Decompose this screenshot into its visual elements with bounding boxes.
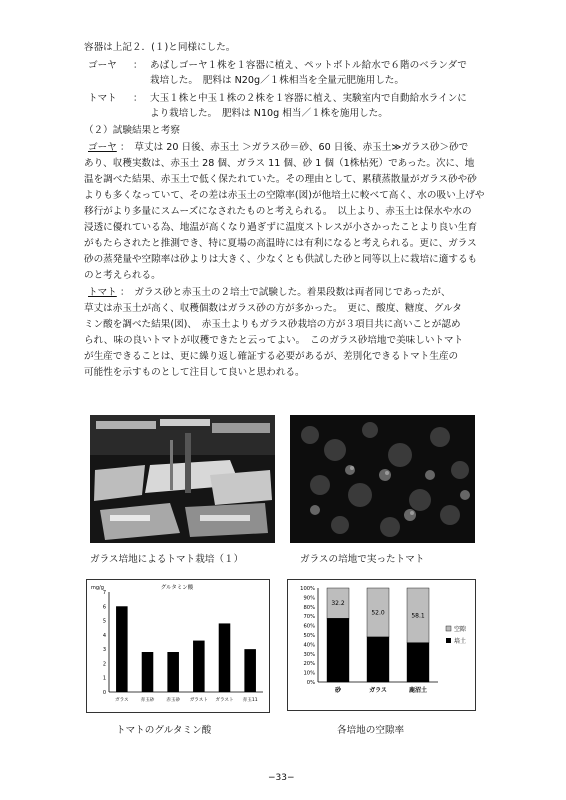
goya-colon: ：: [133, 60, 143, 71]
y-tick-label: 30%: [303, 651, 315, 658]
bar-segment-培土: [407, 643, 429, 682]
goya-label: ゴーヤ: [88, 60, 117, 71]
x-tick-label: 赤玉砂: [140, 698, 155, 703]
x-tick-label: ガラス: [115, 698, 129, 703]
data-label: 58.1: [411, 612, 425, 620]
y-tick-label: 100%: [300, 586, 315, 592]
tomato-result-first: ： ガラス砂と赤玉土の２培土で試験した。着果段数は両者同じであったが、: [120, 287, 451, 298]
y-tick-label: 0%: [306, 680, 315, 686]
goya-result-line: がもたらされたと推測でき、特に夏場の高温時には有利になると考えられる。更に、ガラス: [84, 238, 477, 249]
porosity-chart-svg: [288, 580, 475, 710]
tomato-line-2: より栽培した。 肥料は N10g 相当／１株を施用した。: [150, 108, 388, 119]
bar: [116, 606, 128, 692]
y-tick-label: 10%: [303, 670, 315, 677]
photo-1-caption: ガラス培地によるトマト栽培（１）: [90, 554, 244, 565]
y-tick-label: 90%: [303, 595, 315, 602]
tomato-result-line: が生産できることは、更に繰り返し確証する必要があるが、差別化できるトマト生産の: [84, 351, 459, 362]
goya-result-line: あり、収穫実数は、赤玉土 28 個、ガラス 11 個、砂 1 個（1株枯死）であった。次に、地: [84, 158, 475, 169]
tomato-result-label: トマト: [88, 287, 117, 298]
goya-line-2: 栽培した。 肥料は N20g／１株相当を全量元肥施用した。: [150, 75, 404, 86]
y-tick-label: 2: [102, 661, 106, 668]
tomato-label: トマト: [88, 93, 117, 104]
x-tick-label: 鹿沼土: [408, 687, 428, 694]
x-tick-label: 赤玉砂: [166, 698, 181, 703]
y-tick-label: 60%: [303, 623, 315, 630]
data-label: 52.0: [371, 609, 385, 617]
bar-segment-培土: [327, 618, 349, 682]
y-tick-label: 50%: [303, 633, 315, 639]
chart-2-caption: 各培地の空隙率: [337, 725, 405, 736]
goya-result-line: よりも多くなっていて、その差は赤玉土の空隙率(図)が他培土に較べて高く、水の吸い上げや: [84, 190, 485, 201]
y-tick-label: 5: [102, 618, 106, 625]
tomato-result-line: 草丈は赤玉土が高く、収穫個数はガラス砂の方が多かった。 更に、酸度、糖度、グルタ: [84, 303, 462, 314]
goya-result-line: のと考えられる。: [84, 270, 161, 281]
ripe-tomato-photo: [290, 415, 475, 543]
y-tick-label: 0: [102, 690, 106, 696]
glutamic-acid-chart-svg: [87, 580, 269, 712]
chart-1-caption: トマトのグルタミン酸: [116, 725, 212, 736]
goya-result-line: 浸透に優れている為、地温が高くなり過ぎずに温度ストレスが小さかったことより良い生育: [84, 222, 478, 233]
y-tick-label: 80%: [303, 604, 315, 611]
x-tick-label: 砂: [334, 687, 342, 694]
porosity-chart: [287, 579, 476, 711]
y-axis-label: mg/g: [91, 585, 104, 591]
photo-2-caption: ガラスの培地で実ったトマト: [300, 554, 425, 565]
x-tick-label: 赤玉11: [242, 698, 258, 703]
glutamic-acid-chart: [86, 579, 270, 713]
goya-result-label: ゴーヤ: [88, 142, 117, 153]
y-tick-label: 40%: [303, 642, 315, 649]
goya-result-first: ： 草丈は 20 日後、赤玉土 ＞ガラス砂＝砂、60 日後、赤玉土≫ガラス砂＞砂で: [120, 142, 469, 153]
y-tick-label: 7: [102, 590, 106, 596]
goya-result-line: 砂の蒸発量や空隙率は砂よりは大きく、少なくとも供試した砂と同等以上に栽培に適するも: [84, 254, 478, 265]
y-tick-label: 70%: [303, 614, 315, 621]
section-2-heading: （２）試験結果と考察: [84, 125, 180, 136]
legend-label: 空隙: [454, 626, 467, 633]
goya-result-line: 移行がより多量にスムーズになされたものと考えられる。 以上より、赤玉土は保水や水の: [84, 206, 472, 217]
y-tick-label: 1: [102, 675, 106, 682]
bar: [219, 623, 231, 692]
legend-label: 培土: [454, 638, 467, 645]
y-tick-label: 20%: [303, 661, 315, 668]
bar: [193, 641, 205, 692]
tomato-line-1: 大玉１株と中玉１株の２株を１容器に植え、実験室内で自動給水ラインに: [150, 93, 467, 104]
chart-title: グルタミン酸: [160, 585, 194, 591]
x-tick-label: ガラスト: [189, 698, 208, 703]
tomato-cultivation-photo: [90, 415, 275, 543]
y-tick-label: 6: [102, 604, 106, 611]
page-number: −33−: [268, 773, 295, 783]
y-tick-label: 4: [102, 632, 106, 639]
data-label: 32.2: [331, 600, 345, 608]
bar: [142, 652, 154, 692]
tomato-result-line: ミン酸を調べた結果(図)、 赤玉土よりもガラス砂栽培の方が３項目共に高いことが認め: [84, 319, 461, 330]
bar-segment-培土: [367, 637, 389, 682]
tomato-colon: ：: [133, 93, 143, 104]
goya-result-line: 温を調べた結果、赤玉土で低く保たれていた。その理由として、累積蒸散量がガラス砂や砂: [84, 174, 477, 185]
tomato-result-line: られ、味の良いトマトが収穫できたと云ってよい。 このガラス砂培地で美味しいトマト: [84, 335, 464, 346]
legend-swatch-void: [446, 626, 451, 631]
goya-line-1: あばしゴーヤ１株を１容器に植え、ペットボトル給水で６階のベランダで: [150, 60, 467, 71]
x-tick-label: ガラスト: [215, 698, 234, 703]
bar: [167, 652, 179, 692]
intro-line: 容器は上記２．(１)と同様にした。: [84, 42, 236, 53]
bar: [244, 649, 256, 692]
legend-swatch-soil: [446, 638, 451, 643]
y-tick-label: 3: [102, 647, 106, 654]
x-tick-label: ガラス: [369, 687, 387, 694]
tomato-result-line: 可能性を示すものとして注目して良いと思われる。: [84, 367, 305, 378]
